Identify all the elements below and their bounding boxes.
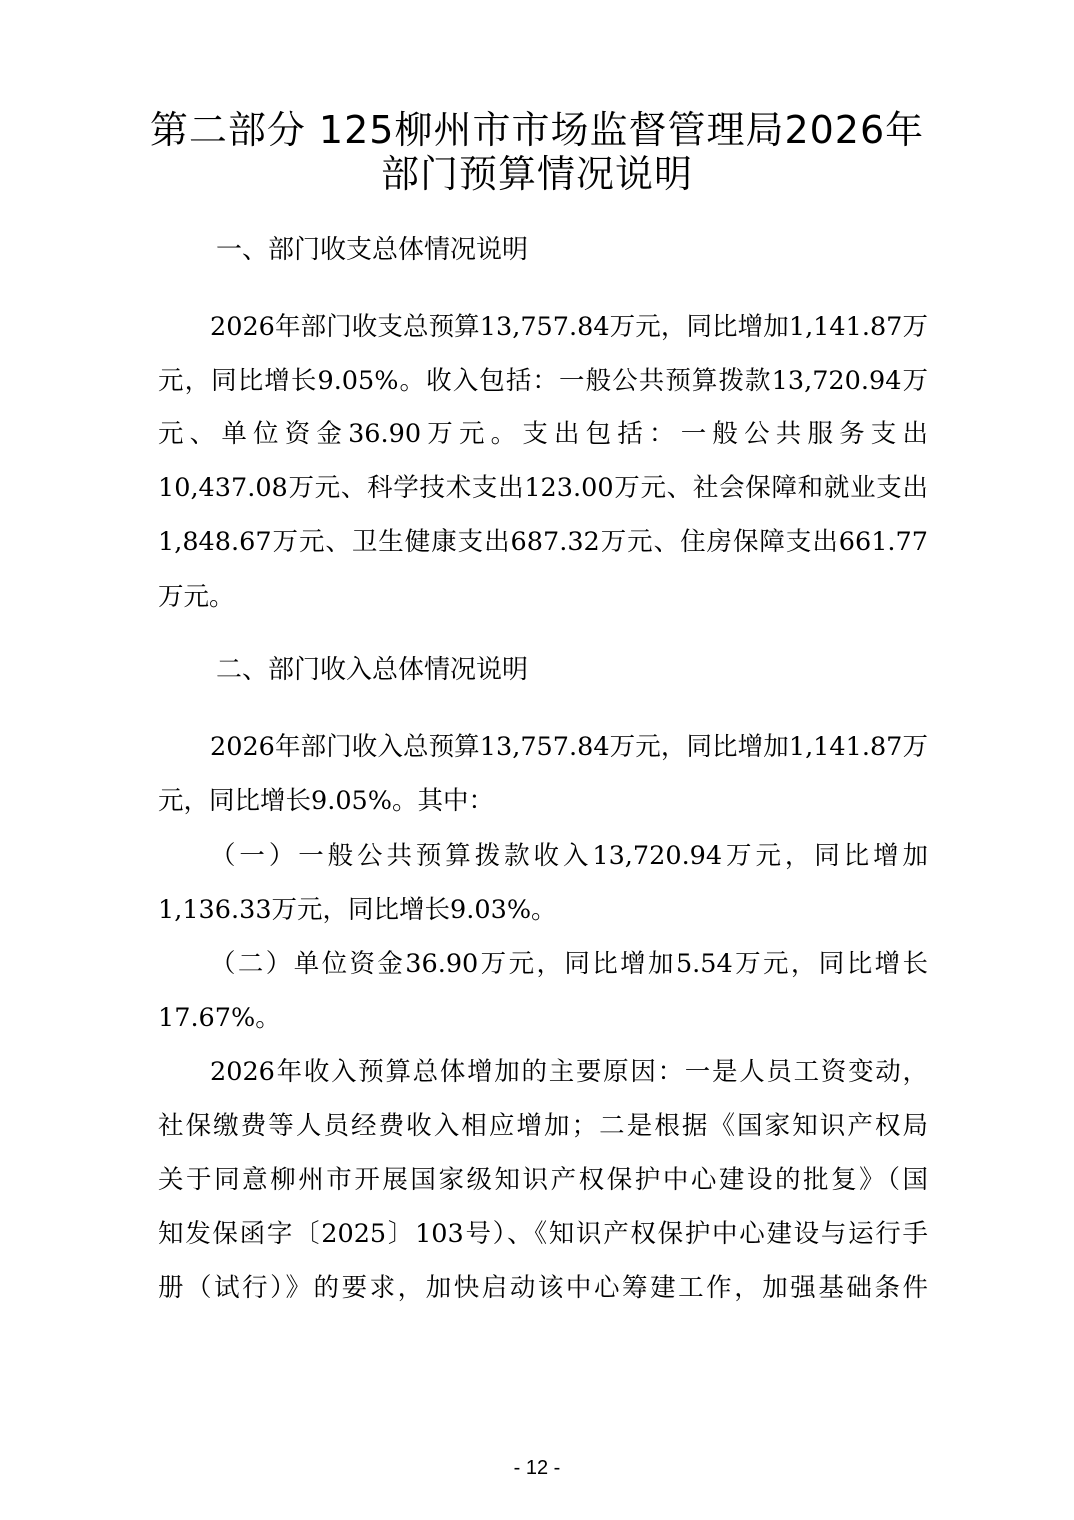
section-2-paragraph-line: 社保缴费等人员经费收入相应增加；二是根据《国家知识产权局: [158, 1111, 928, 1141]
section-1-paragraph-line: 万元。: [158, 582, 235, 612]
document-title-line-1: 第二部分 125柳州市市场监督管理局2026年: [149, 108, 925, 152]
section-1-paragraph-line: 元、单位资金36.90万元。支出包括：一般公共服务支出: [158, 419, 928, 449]
section-2-paragraph-line: （一）一般公共预算拨款收入13,720.94万元，同比增加: [210, 841, 928, 871]
section-2-paragraph-line: 关于同意柳州市开展国家级知识产权保护中心建设的批复》（国: [158, 1165, 928, 1195]
section-2-paragraph-line: 2026年收入预算总体增加的主要原因：一是人员工资变动，: [210, 1057, 928, 1087]
section-2-paragraph-line: （二）单位资金36.90万元，同比增加5.54万元，同比增长: [210, 949, 928, 979]
section-2-heading: 二、部门收入总体情况说明: [216, 655, 529, 685]
page-number: - 12 -: [513, 1457, 561, 1479]
document-title-line-2: 部门预算情况说明: [380, 152, 693, 196]
section-2-paragraph-line: 17.67%。: [158, 1003, 281, 1033]
section-1-paragraph-line: 元，同比增长9.05%。收入包括：一般公共预算拨款13,720.94万: [158, 366, 928, 396]
section-1-paragraph-line: 1,848.67万元、卫生健康支出687.32万元、住房保障支出661.77: [158, 527, 928, 557]
section-2-paragraph-line: 1,136.33万元，同比增长9.03%。: [158, 895, 557, 925]
section-2-paragraph-line: 知发保函字〔2025〕103号）、《知识产权保护中心建设与运行手: [158, 1219, 928, 1249]
section-1-paragraph-line: 2026年部门收支总预算13,757.84万元，同比增加1,141.87万: [210, 312, 928, 342]
section-2-paragraph-line: 册（试行）》的要求，加快启动该中心筹建工作，加强基础条件: [158, 1273, 928, 1303]
section-2-paragraph-line: 元，同比增长9.05%。其中：: [158, 786, 495, 816]
section-1-heading: 一、部门收支总体情况说明: [216, 235, 529, 265]
section-1-paragraph-line: 10,437.08万元、科学技术支出123.00万元、社会保障和就业支出: [158, 473, 928, 503]
section-2-paragraph-line: 2026年部门收入总预算13,757.84万元，同比增加1,141.87万: [210, 732, 928, 762]
